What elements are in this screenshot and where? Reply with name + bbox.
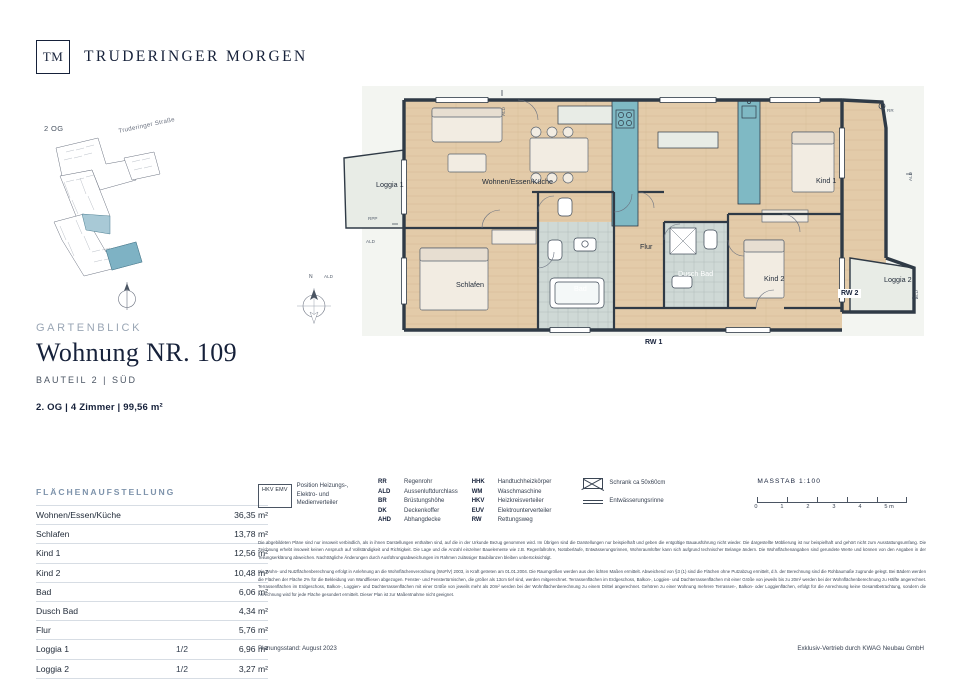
area-room: Kind 1: [36, 548, 61, 559]
area-room: Wohnen/Essen/Küche: [36, 510, 121, 521]
area-schedule-title: FLÄCHENAUFSTELLUNG: [36, 487, 176, 497]
keyplan: [36, 112, 266, 312]
room-label-wohnen-essen-kueche: Wohnen/Essen/Küche: [482, 177, 553, 186]
room-label-schlafen: Schlafen: [456, 280, 484, 289]
area-schedule-table: [36, 505, 268, 679]
scale-title: MASSTAB 1:100: [757, 478, 822, 485]
exclusive-distributor: Exklusiv-Vertrieb durch KWAG Neubau GmbH: [797, 645, 924, 652]
room-label-flur: Flur: [640, 242, 653, 251]
list-item: [472, 507, 552, 517]
room-label-bad: Bad: [574, 284, 587, 293]
unit-bauteil: BAUTEIL 2 | SÜD: [36, 375, 138, 385]
area-value: 3,27 m²: [238, 663, 268, 674]
scale-tick-label: 3: [832, 504, 836, 510]
area-room: Schlafen: [36, 529, 70, 540]
abbr-value: Brüstungshöhe: [404, 498, 445, 504]
unit-info-column: [36, 112, 266, 413]
area-room: Loggia 2: [36, 663, 69, 674]
area-value: 36,35 m²: [234, 510, 268, 521]
table-row: [36, 563, 268, 582]
plan-code-ald-3: ALD: [366, 239, 375, 244]
legal-fineprint: [258, 539, 926, 605]
plan-code-rr: RR: [887, 108, 894, 113]
abbr-key: HKV: [471, 498, 485, 504]
fineprint-paragraph-2: Die Wohn- und Nutzflächenberechnung erfolgt in Anlehnung an die Wohnflächenverordnung (WoFlV) 2003, in Kraft getreten am 01.01.2004. Die Raumgrößen werden aus den lichten Maßen ermittelt. Abweichend von §3 (1) sind die Flächen ohne Putzabzug ermittelt, d.h. der Berechnung sind die Rohbaumaße zugrunde gelegt. Bei Bädern werden die Flächen der Fläche 2% für die Bekleidung von Wandfliesen abgezogen. Fenster- und Fenstertürnischen, die größer als 13cm tief sind, werden mitgerechnet. Terrassenflächen im Erdgeschoss, Balkon-, Loggien- und Dachterrassenflächen mit einer Größe von jeweils bis zu 20m² werden bei der Wohnflächenberechnung zu Hälfte angerechnet. Terrassenflächen im Erdgeschoss, Balkon-, Loggien- und Dachterrassenflächen mit einer Größe von jeweils mehr als 20m² werden bei der Wohnflächenberechnung zu einem Drittel angerechnet. Gehören zu einer Wohnung mehrere Terrassen-, Balkon- oder Loggienflächen, erfolgt für die Anrechnung keine Gesamtbetrachtung, sondern die Anrechnung wird für jede Fläche gesondert ermittelt. Dieser Plan ist zur Maßentnahme nicht geeignet.: [258, 569, 926, 597]
abbr-value: Handtuchheizkörper: [497, 479, 552, 485]
scale-line: [757, 502, 907, 503]
symbol-label: Entwässerungsrinne: [609, 497, 664, 504]
list-item: [583, 496, 733, 506]
area-fraction: [176, 563, 212, 582]
area-room: Dusch Bad: [36, 606, 79, 617]
room-label-loggia-1: Loggia 1: [376, 180, 404, 189]
area-value: 4,34 m²: [238, 606, 268, 617]
area-fraction: [176, 525, 212, 544]
area-value: 10,48 m²: [234, 567, 268, 578]
plan-code-ald-1: ALD: [500, 107, 506, 116]
scale-tick-label: 4: [858, 504, 862, 510]
compass-icon: [114, 282, 140, 310]
logo-monogram: TM: [36, 40, 70, 74]
area-fraction: [176, 544, 212, 563]
list-item: [472, 478, 552, 488]
hkvm-caption: Position Heizungs-, Elektro- und Medienverteiler: [296, 483, 349, 507]
table-row: [36, 544, 268, 563]
abbr-key: HHK: [471, 479, 485, 485]
list-item: [378, 488, 458, 498]
abbr-key: ALD: [378, 488, 391, 495]
floorplan-drawing: [286, 62, 924, 362]
planungsstand: Planungsstand: August 2023: [258, 645, 337, 652]
room-label-kind-1: Kind 1: [816, 176, 837, 185]
abbr-key: EUV: [471, 507, 485, 514]
abbr-value: Heizkreisverteiler: [497, 498, 544, 504]
unit-meta: 2. OG | 4 Zimmer | 99,56 m²: [36, 402, 163, 413]
legend-symbols: [583, 478, 733, 513]
plan-code-ald-5: ALD: [913, 290, 919, 299]
area-value: 13,78 m²: [234, 529, 268, 540]
table-row: [36, 582, 268, 601]
area-value: 12,56 m²: [234, 548, 268, 559]
list-item: [378, 516, 458, 526]
abbr-value: Regenrohr: [404, 479, 433, 485]
area-fraction: 1/2: [176, 644, 188, 655]
scale-tick-label: 5 m: [884, 504, 894, 510]
room-label-kind-2: Kind 2: [764, 274, 785, 283]
area-fraction: 1/2: [176, 663, 188, 674]
list-item: [378, 497, 458, 507]
area-room: Loggia 1: [36, 644, 69, 655]
page-title: Wohnung NR. 109: [36, 338, 238, 367]
list-item: [378, 507, 458, 517]
abbr-key: AHD: [378, 517, 391, 523]
abbr-key: RW: [471, 517, 482, 523]
table-row: [36, 640, 268, 659]
legend: [258, 478, 926, 526]
scale-numbers: [754, 504, 910, 510]
scale-tick-label: 1: [780, 504, 784, 510]
table-row: [36, 506, 268, 525]
list-item: [472, 516, 552, 526]
table-row: [36, 621, 268, 640]
list-item: [472, 497, 552, 507]
legend-hkvm: [258, 478, 364, 508]
area-fraction: [176, 582, 212, 601]
area-room: Kind 2: [36, 567, 61, 578]
brand-logo: [36, 40, 308, 74]
floorplan: [286, 62, 924, 362]
area-schedule: [36, 487, 268, 679]
rescue-route-badge-1: RW 1: [642, 338, 665, 347]
legend-abbr-right: [472, 478, 552, 526]
plan-compass-north-label: N: [309, 274, 313, 280]
hkvm-box-label: HKV EMV: [258, 484, 292, 508]
room-label-loggia-2: Loggia 2: [884, 275, 912, 284]
room-label-dusch-bad: Dusch Bad: [678, 269, 714, 278]
area-value: 6,96 m²: [238, 644, 268, 655]
area-value: 6,06 m²: [238, 586, 268, 597]
abbr-key: BR: [378, 498, 387, 504]
keyplan-floor-label: 2 OG: [44, 124, 64, 133]
scale-bar-block: [754, 478, 907, 513]
table-row: [36, 601, 268, 620]
scale-tick-label: 2: [806, 504, 810, 510]
legend-abbr-left: [378, 478, 458, 526]
abbr-key: DK: [378, 507, 387, 514]
scale-tick-label: 0: [754, 504, 758, 510]
area-fraction: [176, 601, 212, 620]
logo-wordmark: TRUDERINGER MORGEN: [84, 48, 308, 65]
abbr-value: Aussenluftdurchlass: [404, 488, 458, 495]
list-item: [378, 478, 458, 488]
table-row: [36, 525, 268, 544]
abbr-value: Deckenkoffer: [404, 507, 440, 514]
area-room: Flur: [36, 625, 51, 636]
cabinet-icon: [583, 478, 603, 489]
area-value: 5,76 m²: [238, 625, 268, 636]
list-item: [583, 478, 733, 489]
plan-code-ald-4: ALD: [324, 274, 333, 279]
list-item: [472, 488, 552, 498]
abbr-key: RR: [378, 479, 387, 485]
abbr-value: Waschmaschine: [497, 488, 542, 495]
unit-eyebrow: GARTENBLICK: [36, 322, 143, 334]
drain-icon: [583, 496, 603, 506]
abbr-value: Rettungsweg: [497, 517, 533, 523]
keyplan-street-label: Truderinger Straße: [117, 116, 176, 135]
scale-bar: [754, 497, 907, 513]
keyplan-diagram: [36, 130, 266, 280]
abbr-value: Elektrounterverteiler: [497, 507, 552, 514]
area-fraction: [176, 506, 212, 525]
area-fraction: [176, 621, 212, 640]
table-row: [36, 659, 268, 678]
fineprint-paragraph-1: Die abgebildeten Pläne sind nur insoweit verbindlich, als in ihnen Darstellungen enthalten sind, auf die in der Urkunde Bezug genommen wird. Im Übrigen sind die Darstellungen nur beispielhaft und geben die entgültige Bauausführung nicht wieder. Die dargestellte Möblierung ist nur beispielhaft und gehört nicht zum Ausstattungsumfang. Die Zeichnung erhebt insoweit keinen Anspruch auf Vollständigkeit und Richtigkeit. Die Lage und die Anzahl einzelner Bauelemente wie z.B. Regenfallrohre, Notüberläufe, Entwässerungsrinnen, Wohnraumlüfter kann sich aufgrund technischer Belange ändern. Die Wohnflächenangaben sind gerundete Werte und können von den Angaben in der Teilungserklärung abweichen. Nachträgliche Änderungen durch Ausführungsabweichungen im Rahmen zulässiger Baubilanzen bleiben unberücksichtigt.: [258, 540, 926, 560]
rescue-route-badge-2: RW 2: [838, 289, 861, 298]
plan-compass-icon: [294, 284, 334, 326]
abbr-value: Abhangdecke: [404, 517, 441, 523]
symbol-label: Schrank ca 50x60cm: [609, 480, 666, 486]
area-room: Bad: [36, 586, 52, 597]
plan-code-ald-2: ALD: [907, 172, 913, 181]
abbr-key: WM: [471, 488, 483, 495]
plan-code-rpp: RPP: [368, 216, 378, 221]
keyplan-compass: [114, 282, 140, 315]
